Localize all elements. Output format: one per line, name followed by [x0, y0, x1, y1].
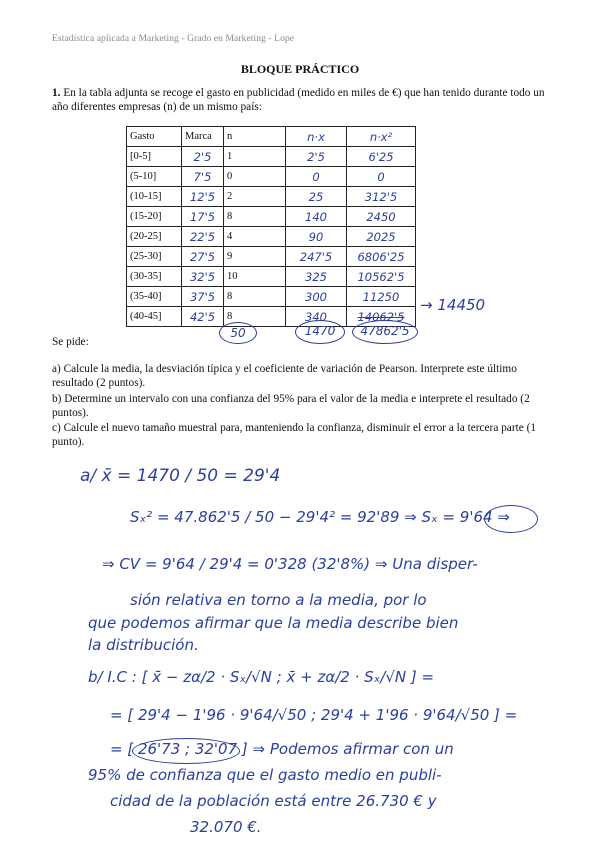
cell-n: 2: [224, 187, 286, 207]
cell-nx: 300: [286, 287, 347, 307]
table-row: [127, 187, 416, 207]
corrected-value: 14450: [437, 296, 486, 314]
se-pide-label: Se pide:: [52, 336, 89, 348]
cell-nx: 2'5: [286, 147, 347, 167]
header-marca: Marca: [182, 127, 224, 147]
table-header-row: [127, 127, 416, 147]
cell-nx: 340: [286, 307, 347, 327]
handwritten-line-5: que podemos afirmar que la media describe bien: [88, 614, 459, 632]
cell-n: 9: [224, 247, 286, 267]
table-row: [127, 147, 416, 167]
total-n-circle: 50: [219, 322, 257, 344]
cell-gasto: [0-5]: [127, 147, 182, 167]
cell-n: 8: [224, 207, 286, 227]
cell-gasto: (40-45]: [127, 307, 182, 327]
cell-nx2-crossed: 14062'5: [347, 307, 416, 327]
cell-nx2: 312'5: [347, 187, 416, 207]
handwritten-line-12: 32.070 €.: [190, 818, 262, 836]
page-header: Estadística aplicada a Marketing - Grado en Marketing - Lope: [52, 34, 295, 44]
handwritten-line-1: a/ x̄ = 1470 / 50 = 29'4: [80, 466, 281, 486]
total-nx2-circle: 47862'5: [352, 320, 418, 344]
cell-marca: 22'5: [182, 227, 224, 247]
cell-nx2: 0: [347, 167, 416, 187]
header-gasto: Gasto: [127, 127, 182, 147]
data-table: [126, 126, 416, 327]
handwritten-line-3: ⇒ CV = 9'64 / 29'4 = 0'328 (32'8%) ⇒ Una disper-: [102, 555, 478, 573]
header-nx2: n·x²: [347, 127, 416, 147]
handwritten-line-6: la distribución.: [88, 636, 199, 654]
handwritten-line-9: = [ 26'73 ; 32'07 ] ⇒ Podemos afirmar con un: [110, 740, 454, 758]
cell-nx: 25: [286, 187, 347, 207]
header-n: n: [224, 127, 286, 147]
cell-nx2: 11250: [347, 287, 416, 307]
cell-nx: 90: [286, 227, 347, 247]
arrow-right-icon: →: [420, 296, 433, 314]
handwritten-line-4: sión relativa en torno a la media, por lo: [130, 591, 427, 609]
cell-nx2: 6'25: [347, 147, 416, 167]
cell-gasto: (5-10]: [127, 167, 182, 187]
header-nx: n·x: [286, 127, 347, 147]
problem-statement: [52, 86, 552, 114]
cell-gasto: (30-35]: [127, 267, 182, 287]
cell-marca: 32'5: [182, 267, 224, 287]
cell-marca: 7'5: [182, 167, 224, 187]
cell-marca: 42'5: [182, 307, 224, 327]
corrected-total: [420, 296, 485, 314]
cell-nx2: 6806'25: [347, 247, 416, 267]
cell-n: 10: [224, 267, 286, 287]
cell-gasto: (25-30]: [127, 247, 182, 267]
section-title: BLOQUE PRÁCTICO: [240, 62, 360, 76]
cell-n: 8: [224, 307, 286, 327]
cell-n: 1: [224, 147, 286, 167]
sx-result-circle: [484, 505, 538, 533]
table-row: [127, 267, 416, 287]
cell-marca: 12'5: [182, 187, 224, 207]
cell-n: 0: [224, 167, 286, 187]
table-row: [127, 207, 416, 227]
cell-nx: 0: [286, 167, 347, 187]
cell-n: 8: [224, 287, 286, 307]
cell-gasto: (10-15]: [127, 187, 182, 207]
cell-gasto: (20-25]: [127, 227, 182, 247]
cell-marca: 37'5: [182, 287, 224, 307]
cell-n: 4: [224, 227, 286, 247]
total-nx-circle: 1470: [295, 320, 345, 344]
handwritten-line-2: Sₓ² = 47.862'5 / 50 − 29'4² = 92'89 ⇒ Sₓ = 9'64 ⇒: [130, 508, 510, 526]
cell-gasto: (15-20]: [127, 207, 182, 227]
handwritten-line-11: cidad de la población está entre 26.730 € y: [110, 792, 437, 810]
question-c: c) Calcule el nuevo tamaño muestral para, manteniendo la confianza, disminuir el error a la tercera parte (1 punto).: [52, 422, 536, 448]
handwritten-line-7: b/ I.C : [ x̄ − zα/2 · Sₓ/√N ; x̄ + zα/2 · Sₓ/√N ] =: [88, 668, 435, 686]
cell-gasto: (35-40]: [127, 287, 182, 307]
table-row: [127, 167, 416, 187]
cell-marca: 2'5: [182, 147, 224, 167]
interval-result-circle: [132, 738, 240, 764]
table-row: [127, 287, 416, 307]
cell-nx: 140: [286, 207, 347, 227]
question-b: b) Determine un intervalo con una confianza del 95% para el valor de la media e interprete el resultado (2 puntos).: [52, 393, 530, 419]
problem-number: 1.: [52, 87, 61, 99]
handwritten-line-10: 95% de confianza que el gasto medio en publi-: [88, 766, 442, 784]
cell-nx2: 2450: [347, 207, 416, 227]
question-a: a) Calcule la media, la desviación típica y el coeficiente de variación de Pearson. Interprete este último resultado (2 puntos).: [52, 363, 517, 389]
handwritten-line-8: = [ 29'4 − 1'96 · 9'64/√50 ; 29'4 + 1'96 · 9'64/√50 ] =: [110, 706, 518, 724]
cell-marca: 17'5: [182, 207, 224, 227]
table-row: [127, 227, 416, 247]
cell-marca: 27'5: [182, 247, 224, 267]
problem-text: En la tabla adjunta se recoge el gasto en publicidad (medido en miles de €) que han tenido durante todo un año diferentes empresas (n) de un mismo país:: [52, 87, 545, 113]
cell-nx2: 2025: [347, 227, 416, 247]
table-row: [127, 247, 416, 267]
cell-nx2: 10562'5: [347, 267, 416, 287]
cell-nx: 247'5: [286, 247, 347, 267]
cell-nx: 325: [286, 267, 347, 287]
